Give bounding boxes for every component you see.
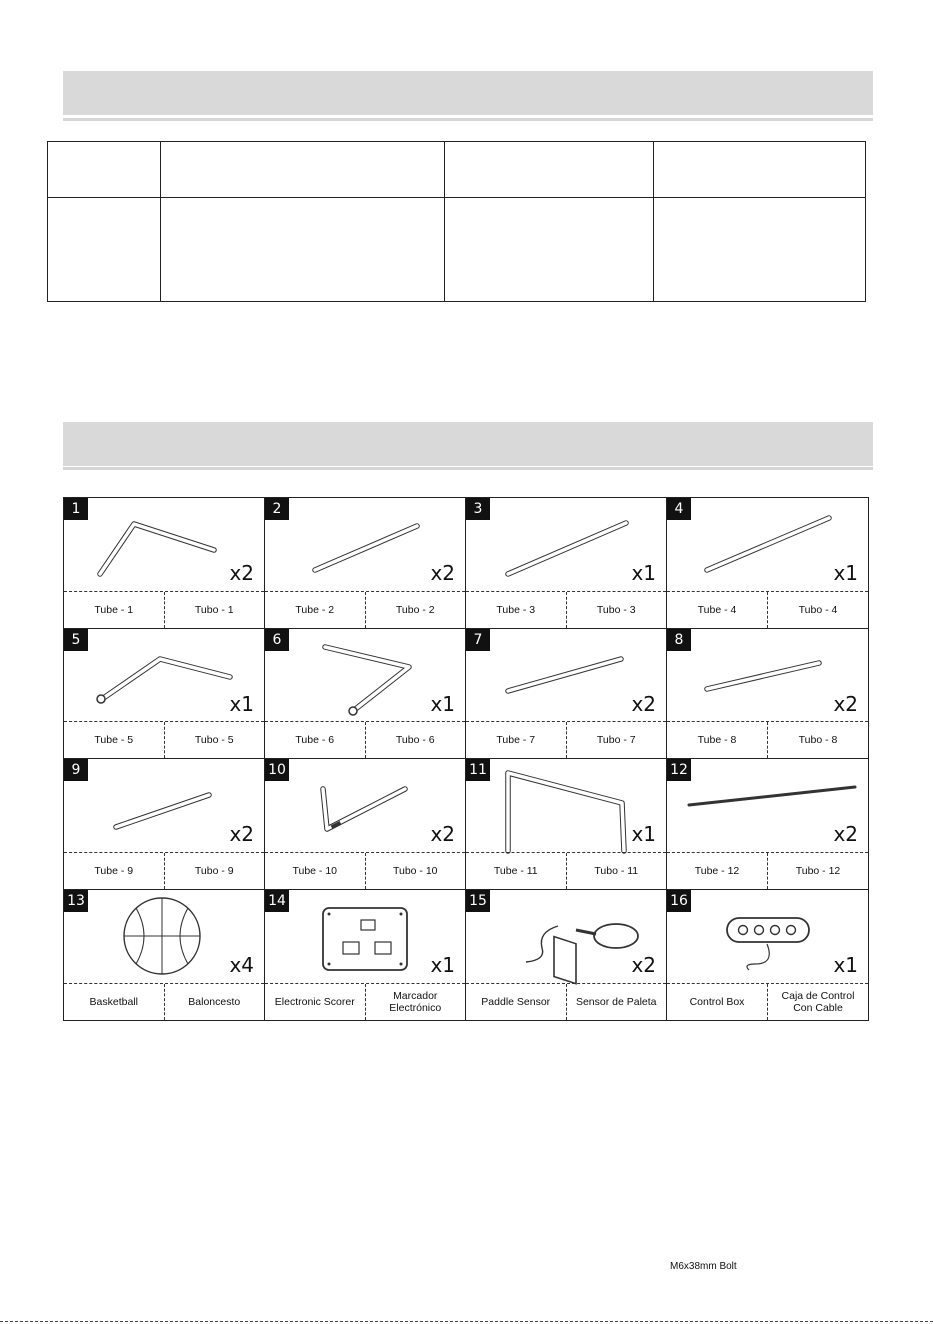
spec-table bbox=[47, 141, 866, 302]
part-label-english: Tube - 9 bbox=[64, 853, 165, 889]
part-labels bbox=[667, 591, 868, 628]
part-quantity: x1 bbox=[430, 952, 455, 977]
part-number-badge: 14 bbox=[265, 890, 289, 912]
part-card bbox=[667, 759, 868, 890]
part-label-spanish: Tubo - 6 bbox=[395, 734, 435, 746]
part-label-spanish: Tubo - 12 bbox=[795, 864, 841, 877]
part-label-english: Tube - 7 bbox=[466, 722, 567, 758]
part-label-english: Control Box bbox=[667, 984, 768, 1020]
part-label-spanish: Caja de Control Con Cable bbox=[781, 990, 855, 1014]
part-label-english: Paddle Sensor bbox=[466, 984, 567, 1020]
part-label-spanish: Tubo - 8 bbox=[798, 734, 838, 746]
part-labels bbox=[667, 983, 868, 1020]
part-number-badge: 12 bbox=[667, 759, 691, 781]
parts-grid bbox=[63, 497, 869, 1021]
part-number-badge: 4 bbox=[667, 498, 691, 520]
part-number-badge: 5 bbox=[64, 629, 88, 651]
part-labels bbox=[265, 983, 465, 1020]
part-label-english: Tube - 3 bbox=[466, 592, 567, 628]
part-label-english: Tube - 12 bbox=[667, 853, 768, 889]
part-quantity: x2 bbox=[631, 952, 656, 977]
part-label-spanish: Tubo - 3 bbox=[596, 603, 636, 616]
part-label-spanish: Baloncesto bbox=[188, 996, 241, 1008]
part-label-spanish: Tubo - 4 bbox=[798, 603, 838, 616]
part-quantity: x2 bbox=[229, 822, 254, 846]
part-labels bbox=[64, 983, 264, 1020]
spec-cell bbox=[48, 198, 161, 302]
part-number-badge: 16 bbox=[667, 890, 691, 912]
part-labels bbox=[64, 852, 264, 889]
part-card bbox=[64, 890, 265, 1021]
spec-cell bbox=[161, 142, 445, 198]
part-card bbox=[466, 498, 667, 629]
spec-cell bbox=[445, 142, 654, 198]
part-labels bbox=[466, 591, 666, 628]
part-label-spanish: Marcador Electrónico bbox=[389, 990, 442, 1014]
part-number-badge: 2 bbox=[265, 498, 289, 520]
part-label-spanish: Tubo - 7 bbox=[596, 734, 636, 746]
part-label-english: Tube - 2 bbox=[265, 592, 366, 628]
part-label-spanish: Tubo - 9 bbox=[194, 864, 234, 877]
part-labels bbox=[466, 983, 666, 1020]
bottom-dashed-rule bbox=[0, 1321, 933, 1322]
part-number-badge: 9 bbox=[64, 759, 88, 781]
part-quantity: x2 bbox=[631, 691, 656, 716]
part-label-spanish: Sensor de Paleta bbox=[575, 996, 657, 1008]
part-number-badge: 15 bbox=[466, 890, 490, 912]
part-quantity: x2 bbox=[430, 822, 455, 846]
spec-cell bbox=[654, 142, 866, 198]
part-card bbox=[466, 890, 667, 1021]
part-quantity: x2 bbox=[229, 561, 254, 585]
section-header-band-parts bbox=[63, 422, 873, 466]
part-quantity: x2 bbox=[430, 561, 455, 585]
part-number-badge: 3 bbox=[466, 498, 490, 520]
part-number-badge: 11 bbox=[466, 759, 490, 781]
part-quantity: x1 bbox=[631, 822, 656, 846]
part-label-english: Tube - 6 bbox=[265, 722, 366, 758]
spec-table-header-row bbox=[48, 142, 866, 198]
part-labels bbox=[466, 721, 666, 758]
part-label-spanish: Tubo - 10 bbox=[392, 864, 438, 877]
part-card bbox=[667, 498, 868, 629]
part-labels bbox=[64, 591, 264, 628]
part-quantity: x2 bbox=[833, 691, 858, 716]
part-number-badge: 7 bbox=[466, 629, 490, 651]
part-card bbox=[265, 629, 466, 760]
part-label-english: Tube - 5 bbox=[64, 722, 165, 758]
part-label-spanish: Tubo - 1 bbox=[194, 603, 234, 616]
part-card bbox=[265, 890, 466, 1021]
bolt-label: M6x38mm Bolt bbox=[670, 1261, 737, 1272]
part-labels bbox=[667, 852, 868, 889]
part-label-spanish: Tubo - 11 bbox=[594, 864, 639, 877]
part-labels bbox=[265, 721, 465, 758]
part-number-badge: 10 bbox=[265, 759, 289, 781]
part-labels bbox=[667, 721, 868, 758]
part-card bbox=[64, 629, 265, 760]
spec-table-row bbox=[48, 198, 866, 302]
part-labels bbox=[466, 852, 666, 889]
part-number-badge: 1 bbox=[64, 498, 88, 520]
section-header-band-top bbox=[63, 71, 873, 115]
part-labels bbox=[265, 852, 465, 889]
part-quantity: x1 bbox=[631, 561, 656, 585]
part-card bbox=[466, 629, 667, 760]
part-quantity: x1 bbox=[229, 691, 254, 716]
part-card bbox=[667, 890, 868, 1021]
part-quantity: x1 bbox=[833, 561, 858, 585]
part-card bbox=[64, 759, 265, 890]
part-card bbox=[466, 759, 667, 890]
part-label-english: Tube - 8 bbox=[667, 722, 768, 758]
part-label-english: Electronic Scorer bbox=[265, 984, 366, 1020]
part-quantity: x1 bbox=[833, 952, 858, 977]
part-number-badge: 13 bbox=[64, 890, 88, 912]
spec-cell bbox=[161, 198, 445, 302]
part-number-badge: 8 bbox=[667, 629, 691, 651]
part-label-english: Tube - 11 bbox=[466, 853, 567, 889]
part-quantity: x2 bbox=[833, 822, 858, 846]
spec-cell bbox=[48, 142, 161, 198]
part-label-spanish: Tubo - 5 bbox=[194, 734, 234, 746]
part-card bbox=[667, 629, 868, 760]
part-labels bbox=[265, 591, 465, 628]
section-header-rule-parts bbox=[63, 467, 873, 470]
part-quantity: x4 bbox=[229, 952, 254, 977]
part-labels bbox=[64, 721, 264, 758]
part-card bbox=[265, 759, 466, 890]
part-label-english: Tube - 10 bbox=[265, 853, 366, 889]
part-card bbox=[265, 498, 466, 629]
part-label-english: Basketball bbox=[64, 984, 165, 1020]
part-label-english: Tube - 1 bbox=[64, 592, 165, 628]
spec-cell bbox=[445, 198, 654, 302]
part-quantity: x1 bbox=[430, 691, 455, 716]
part-label-english: Tube - 4 bbox=[667, 592, 768, 628]
section-header-rule-top bbox=[63, 118, 873, 121]
part-card bbox=[64, 498, 265, 629]
part-number-badge: 6 bbox=[265, 629, 289, 651]
spec-cell bbox=[654, 198, 866, 302]
part-label-spanish: Tubo - 2 bbox=[395, 603, 435, 616]
